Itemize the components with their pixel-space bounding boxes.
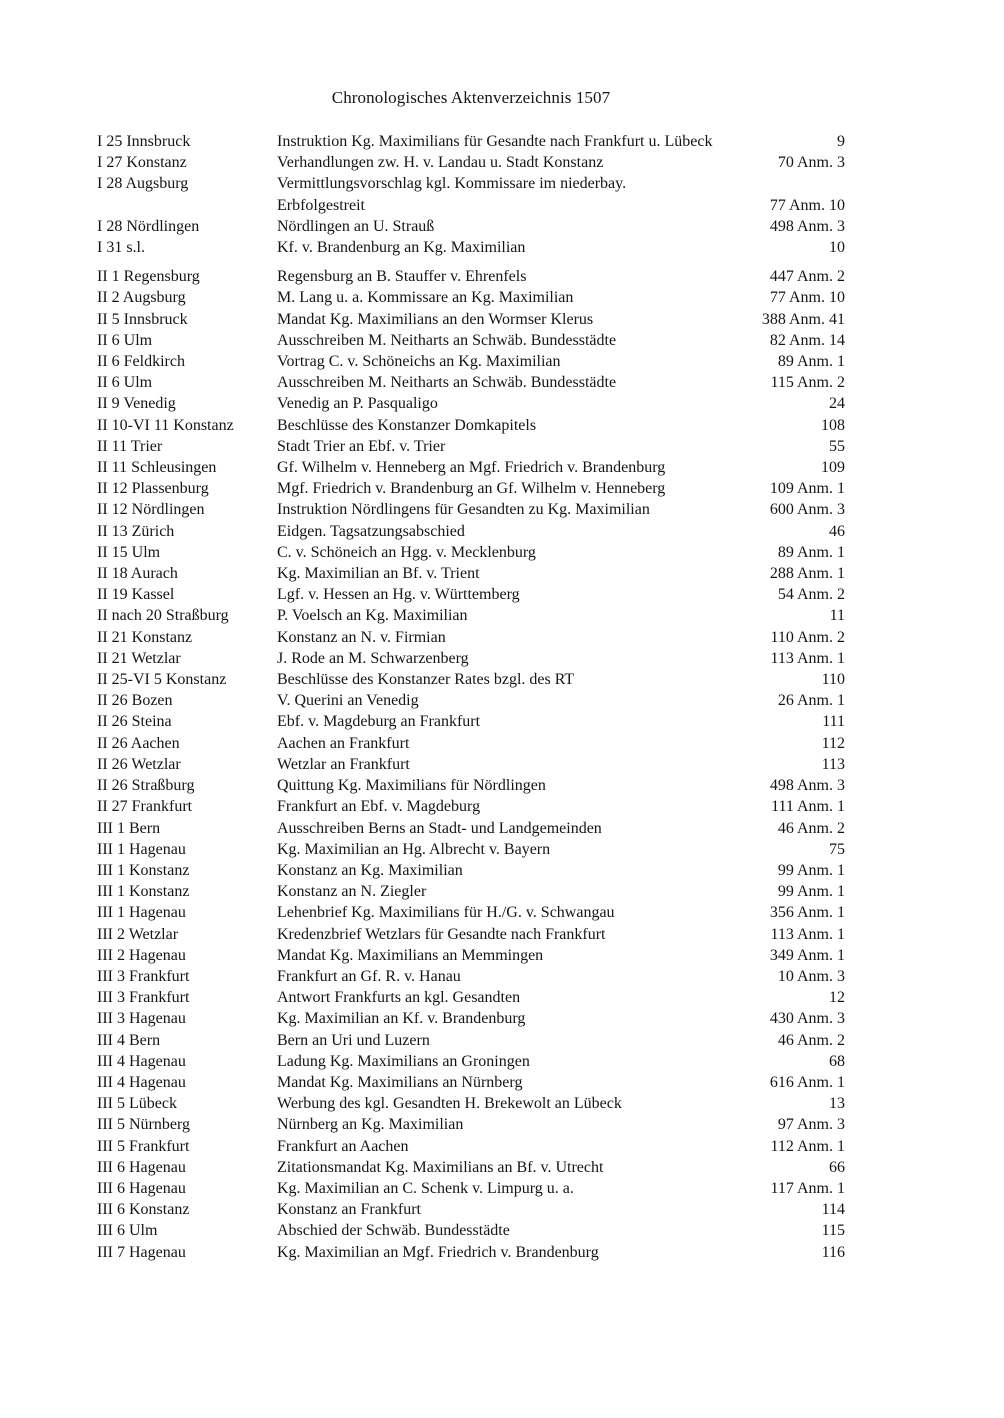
entry-description: Kg. Maximilian an Bf. v. Trient (277, 565, 480, 583)
entry-date: II 21 Wetzlar (97, 649, 181, 667)
entry-description: V. Querini an Venedig (277, 692, 419, 710)
entry-description: Ausschreiben M. Neitharts an Schwäb. Bundesstädte (277, 374, 617, 392)
entry-description: M. Lang u. a. Kommissare an Kg. Maximilian (277, 289, 574, 307)
entry-description: Kredenzbrief Wetzlars für Gesandte nach Frankfurt (277, 925, 606, 943)
entry-page: 77 Anm. 10 (769, 196, 845, 214)
entry-date: III 3 Frankfurt (97, 989, 190, 1007)
table-row (97, 839, 845, 860)
entry-date: II 26 Steina (97, 713, 172, 731)
entry-date: III 2 Wetzlar (97, 925, 179, 943)
table-row (97, 131, 845, 152)
table-row (97, 733, 845, 754)
entry-date: II 27 Frankfurt (97, 798, 193, 816)
entry-description: J. Rode an M. Schwarzenberg (277, 649, 469, 667)
entry-description: Kg. Maximilian an Hg. Albrecht v. Bayern (277, 840, 551, 858)
table-row (97, 351, 845, 372)
entry-description: Ladung Kg. Maximilians an Groningen (277, 1052, 530, 1070)
table-row (97, 775, 845, 796)
entry-date: III 1 Bern (97, 819, 161, 837)
entry-page: 600 Anm. 3 (769, 501, 845, 519)
entry-description: Mgf. Friedrich v. Brandenburg an Gf. Wilhelm v. Henneberg (277, 480, 666, 498)
entry-date: III 6 Hagenau (97, 1158, 186, 1176)
entry-page: 12 (829, 989, 845, 1007)
entry-page: 447 Anm. 2 (769, 268, 845, 286)
entry-page: 68 (829, 1052, 845, 1070)
entry-page: 498 Anm. 3 (769, 777, 845, 795)
entry-page: 430 Anm. 3 (769, 1010, 845, 1028)
entry-page: 82 Anm. 14 (769, 331, 845, 349)
table-row (97, 393, 845, 414)
entry-page: 46 (829, 522, 845, 540)
entry-date: I 27 Konstanz (97, 154, 187, 172)
table-row (97, 796, 845, 817)
table-row (97, 987, 845, 1008)
entry-page: 75 (829, 840, 845, 858)
entry-description: Quittung Kg. Maximilians für Nördlingen (277, 777, 546, 795)
entry-date: II 5 Innsbruck (97, 310, 188, 328)
table-row (97, 1199, 845, 1220)
entry-date: III 1 Hagenau (97, 840, 186, 858)
entry-date: III 5 Lübeck (97, 1095, 177, 1113)
entry-date: II 26 Wetzlar (97, 755, 181, 773)
entry-description: Kf. v. Brandenburg an Kg. Maximilian (277, 239, 526, 257)
table-row (97, 266, 845, 287)
entry-description: Ausschreiben Berns an Stadt- und Landgemeinden (277, 819, 602, 837)
entry-page: 112 (821, 734, 845, 752)
table-row (97, 330, 845, 351)
entry-date: II 6 Ulm (97, 374, 153, 392)
entry-description: Konstanz an Kg. Maximilian (277, 861, 463, 879)
entry-description: Gf. Wilhelm v. Henneberg an Mgf. Friedrich v. Brandenburg (277, 459, 666, 477)
entry-page: 110 Anm. 2 (770, 628, 845, 646)
page-title: Chronologisches Aktenverzeichnis 1507 (331, 88, 611, 107)
entry-description: C. v. Schöneich an Hgg. v. Mecklenburg (277, 543, 536, 561)
table-row (97, 152, 845, 173)
entry-description: P. Voelsch an Kg. Maximilian (277, 607, 468, 625)
entry-description: Stadt Trier an Ebf. v. Trier (277, 437, 446, 455)
entry-date: II 18 Aurach (97, 565, 178, 583)
entry-description: Antwort Frankfurts an kgl. Gesandten (277, 989, 521, 1007)
entry-date: II 15 Ulm (97, 543, 161, 561)
table-row (97, 478, 845, 499)
entry-page: 10 (829, 239, 845, 257)
entry-description: Frankfurt an Aachen (277, 1137, 409, 1155)
entry-description: Vortrag C. v. Schöneichs an Kg. Maximilian (277, 353, 561, 371)
entry-description: Mandat Kg. Maximilians an Nürnberg (277, 1073, 523, 1091)
entry-page: 9 (837, 133, 845, 150)
entry-description: Zitationsmandat Kg. Maximilians an Bf. v. Utrecht (277, 1158, 604, 1176)
table-row (97, 690, 845, 711)
entry-date: III 5 Frankfurt (97, 1137, 190, 1155)
table-row (97, 195, 845, 216)
table-row (97, 563, 845, 584)
entry-page: 388 Anm. 41 (761, 310, 845, 328)
entry-page: 77 Anm. 10 (769, 289, 845, 307)
entry-page: 66 (829, 1158, 845, 1176)
entry-date: III 1 Konstanz (97, 861, 190, 879)
entry-page: 113 (821, 755, 845, 773)
table-row (97, 499, 845, 520)
entry-description: Instruktion Nördlingens für Gesandten zu Kg. Maximilian (277, 501, 650, 519)
table-row (97, 1178, 845, 1199)
entry-date: III 4 Bern (97, 1031, 161, 1049)
entry-date: II 26 Bozen (97, 692, 173, 710)
entry-date: III 3 Hagenau (97, 1010, 186, 1028)
table-row (97, 605, 845, 626)
entry-date: I 25 Innsbruck (97, 133, 191, 150)
table-row (97, 237, 845, 258)
entry-page: 111 Anm. 1 (771, 798, 845, 816)
entry-page: 114 (821, 1201, 845, 1219)
entry-description: Frankfurt an Ebf. v. Magdeburg (277, 798, 481, 816)
table-row (97, 627, 845, 648)
table-row (97, 945, 845, 966)
entry-date: III 5 Nürnberg (97, 1116, 191, 1134)
entry-date: I 31 s.l. (97, 239, 145, 257)
table-row (97, 1008, 845, 1029)
entry-date: II 25-VI 5 Konstanz (97, 671, 227, 689)
entry-page: 89 Anm. 1 (777, 353, 845, 371)
entry-page: 349 Anm. 1 (769, 946, 845, 964)
entry-page: 113 Anm. 1 (770, 925, 845, 943)
entry-page: 97 Anm. 3 (777, 1116, 845, 1134)
entry-page: 11 (829, 607, 845, 625)
table-row (97, 457, 845, 478)
entry-date: II 26 Straßburg (97, 777, 195, 795)
entry-date: I 28 Augsburg (97, 175, 189, 193)
entry-page: 99 Anm. 1 (777, 861, 845, 879)
entry-date: II 12 Plassenburg (97, 480, 209, 498)
entry-description: Lehenbrief Kg. Maximilians für H./G. v. Schwangau (277, 904, 615, 922)
entry-date: III 6 Konstanz (97, 1201, 190, 1219)
entry-description: Ebf. v. Magdeburg an Frankfurt (277, 713, 481, 731)
entry-description: Beschlüsse des Konstanzer Rates bzgl. des RT (277, 671, 575, 689)
table-row (97, 881, 845, 902)
entry-page: 70 Anm. 3 (777, 154, 845, 172)
entry-description: Lgf. v. Hessen an Hg. v. Württemberg (277, 586, 520, 604)
table-row (97, 1136, 845, 1157)
entry-page: 109 Anm. 1 (769, 480, 845, 498)
entry-date: III 2 Hagenau (97, 946, 186, 964)
entry-page: 288 Anm. 1 (769, 565, 845, 583)
table-row (97, 669, 845, 690)
entry-description: Kg. Maximilian an Kf. v. Brandenburg (277, 1010, 526, 1028)
entry-description: Kg. Maximilian an C. Schenk v. Limpurg u. a. (277, 1179, 574, 1197)
entry-date: II 2 Augsburg (97, 289, 186, 307)
entry-description: Mandat Kg. Maximilians an Memmingen (277, 946, 544, 964)
entry-description: Kg. Maximilian an Mgf. Friedrich v. Brandenburg (277, 1243, 599, 1261)
entry-page: 26 Anm. 1 (777, 692, 845, 710)
entry-description: Nürnberg an Kg. Maximilian (277, 1116, 464, 1134)
entry-page: 115 Anm. 2 (770, 374, 845, 392)
entry-date: III 7 Hagenau (97, 1243, 186, 1261)
entry-page: 110 (821, 671, 845, 689)
entry-description: Konstanz an N. v. Firmian (277, 628, 446, 646)
entry-date: III 4 Hagenau (97, 1073, 186, 1091)
entry-date: III 4 Hagenau (97, 1052, 186, 1070)
table-row (97, 173, 845, 194)
entry-date: II 12 Nördlingen (97, 501, 205, 519)
entry-description: Werbung des kgl. Gesandten H. Brekewolt an Lübeck (277, 1095, 622, 1113)
table-row (97, 1114, 845, 1135)
entry-page: 116 (821, 1243, 845, 1261)
entry-date: III 6 Hagenau (97, 1179, 186, 1197)
entry-page: 89 Anm. 1 (777, 543, 845, 561)
table-row (97, 818, 845, 839)
table-row (97, 860, 845, 881)
entry-page: 54 Anm. 2 (777, 586, 845, 604)
entry-date: II 10-VI 11 Konstanz (97, 416, 234, 434)
entry-page: 616 Anm. 1 (769, 1073, 845, 1091)
entry-description: Nördlingen an U. Strauß (277, 217, 435, 235)
table-row (97, 1072, 845, 1093)
table-row (97, 372, 845, 393)
entry-page: 13 (829, 1095, 845, 1113)
entry-page: 498 Anm. 3 (769, 217, 845, 235)
entry-page: 356 Anm. 1 (769, 904, 845, 922)
table-row (97, 216, 845, 237)
table-row (97, 924, 845, 945)
entry-description: Mandat Kg. Maximilians an den Wormser Klerus (277, 310, 594, 328)
entry-page: 99 Anm. 1 (777, 883, 845, 901)
entry-page: 24 (829, 395, 845, 413)
entry-date: I 28 Nördlingen (97, 217, 200, 235)
entry-date: III 1 Hagenau (97, 904, 186, 922)
entry-description: Wetzlar an Frankfurt (277, 755, 410, 773)
entry-description: Erbfolgestreit (277, 196, 365, 214)
table-row (97, 1051, 845, 1072)
table-row (97, 1030, 845, 1051)
table-row (97, 415, 845, 436)
entry-description: Ausschreiben M. Neitharts an Schwäb. Bundesstädte (277, 331, 617, 349)
table-row (97, 1242, 845, 1263)
entry-description: Aachen an Frankfurt (277, 734, 410, 752)
table-row (97, 1220, 845, 1241)
entry-description: Verhandlungen zw. H. v. Landau u. Stadt Konstanz (277, 154, 604, 172)
entry-description: Frankfurt an Gf. R. v. Hanau (277, 967, 461, 985)
entry-page: 55 (829, 437, 845, 455)
entry-page: 113 Anm. 1 (770, 649, 845, 667)
entry-date: II 19 Kassel (97, 586, 175, 604)
entry-date: II 6 Feldkirch (97, 353, 185, 371)
entry-description: Eidgen. Tagsatzungsabschied (277, 522, 465, 540)
entry-description: Venedig an P. Pasqualigo (277, 395, 438, 413)
document-page (97, 88, 845, 1263)
entry-description: Abschied der Schwäb. Bundesstädte (277, 1222, 510, 1240)
table-row (97, 966, 845, 987)
entry-date: II 1 Regensburg (97, 268, 200, 286)
table-row (97, 754, 845, 775)
entry-page: 117 Anm. 1 (770, 1179, 845, 1197)
entry-description: Konstanz an Frankfurt (277, 1201, 421, 1219)
entry-page: 115 (821, 1222, 845, 1240)
entry-page: 46 Anm. 2 (777, 1031, 845, 1049)
entry-description: Regensburg an B. Stauffer v. Ehrenfels (277, 268, 527, 286)
table-row (97, 1093, 845, 1114)
entry-page: 112 Anm. 1 (770, 1137, 845, 1155)
entry-description: Bern an Uri und Luzern (277, 1031, 430, 1049)
table-row (97, 287, 845, 308)
entry-description: Vermittlungsvorschlag kgl. Kommissare im niederbay. (277, 175, 627, 193)
entry-date: III 6 Ulm (97, 1222, 158, 1240)
entry-date: II 9 Venedig (97, 395, 176, 413)
entry-date: III 1 Konstanz (97, 883, 190, 901)
entry-description: Beschlüsse des Konstanzer Domkapitels (277, 416, 537, 434)
entry-description: Konstanz an N. Ziegler (277, 883, 427, 901)
table-row (97, 309, 845, 330)
table-row (97, 542, 845, 563)
entry-page: 10 Anm. 3 (777, 967, 845, 985)
table-row (97, 648, 845, 669)
entry-date: II 11 Schleusingen (97, 459, 217, 477)
entry-date: II 13 Zürich (97, 522, 175, 540)
entry-page: 111 (822, 713, 845, 731)
entry-date: II 21 Konstanz (97, 628, 193, 646)
table-row (97, 436, 845, 457)
entry-date: II 26 Aachen (97, 734, 180, 752)
table-row (97, 521, 845, 542)
entry-page: 109 (821, 459, 845, 477)
entry-date: II 6 Ulm (97, 331, 153, 349)
entry-date: III 3 Frankfurt (97, 967, 190, 985)
entry-page: 108 (821, 416, 845, 434)
index-table (97, 131, 845, 1263)
table-row (97, 584, 845, 605)
entry-date: II 11 Trier (97, 437, 163, 455)
entry-description: Instruktion Kg. Maximilians für Gesandte nach Frankfurt u. Lübeck (277, 133, 713, 150)
table-row (97, 711, 845, 732)
table-row (97, 1157, 845, 1178)
entry-page: 46 Anm. 2 (777, 819, 845, 837)
table-row (97, 902, 845, 923)
entry-date: II nach 20 Straßburg (97, 607, 229, 625)
